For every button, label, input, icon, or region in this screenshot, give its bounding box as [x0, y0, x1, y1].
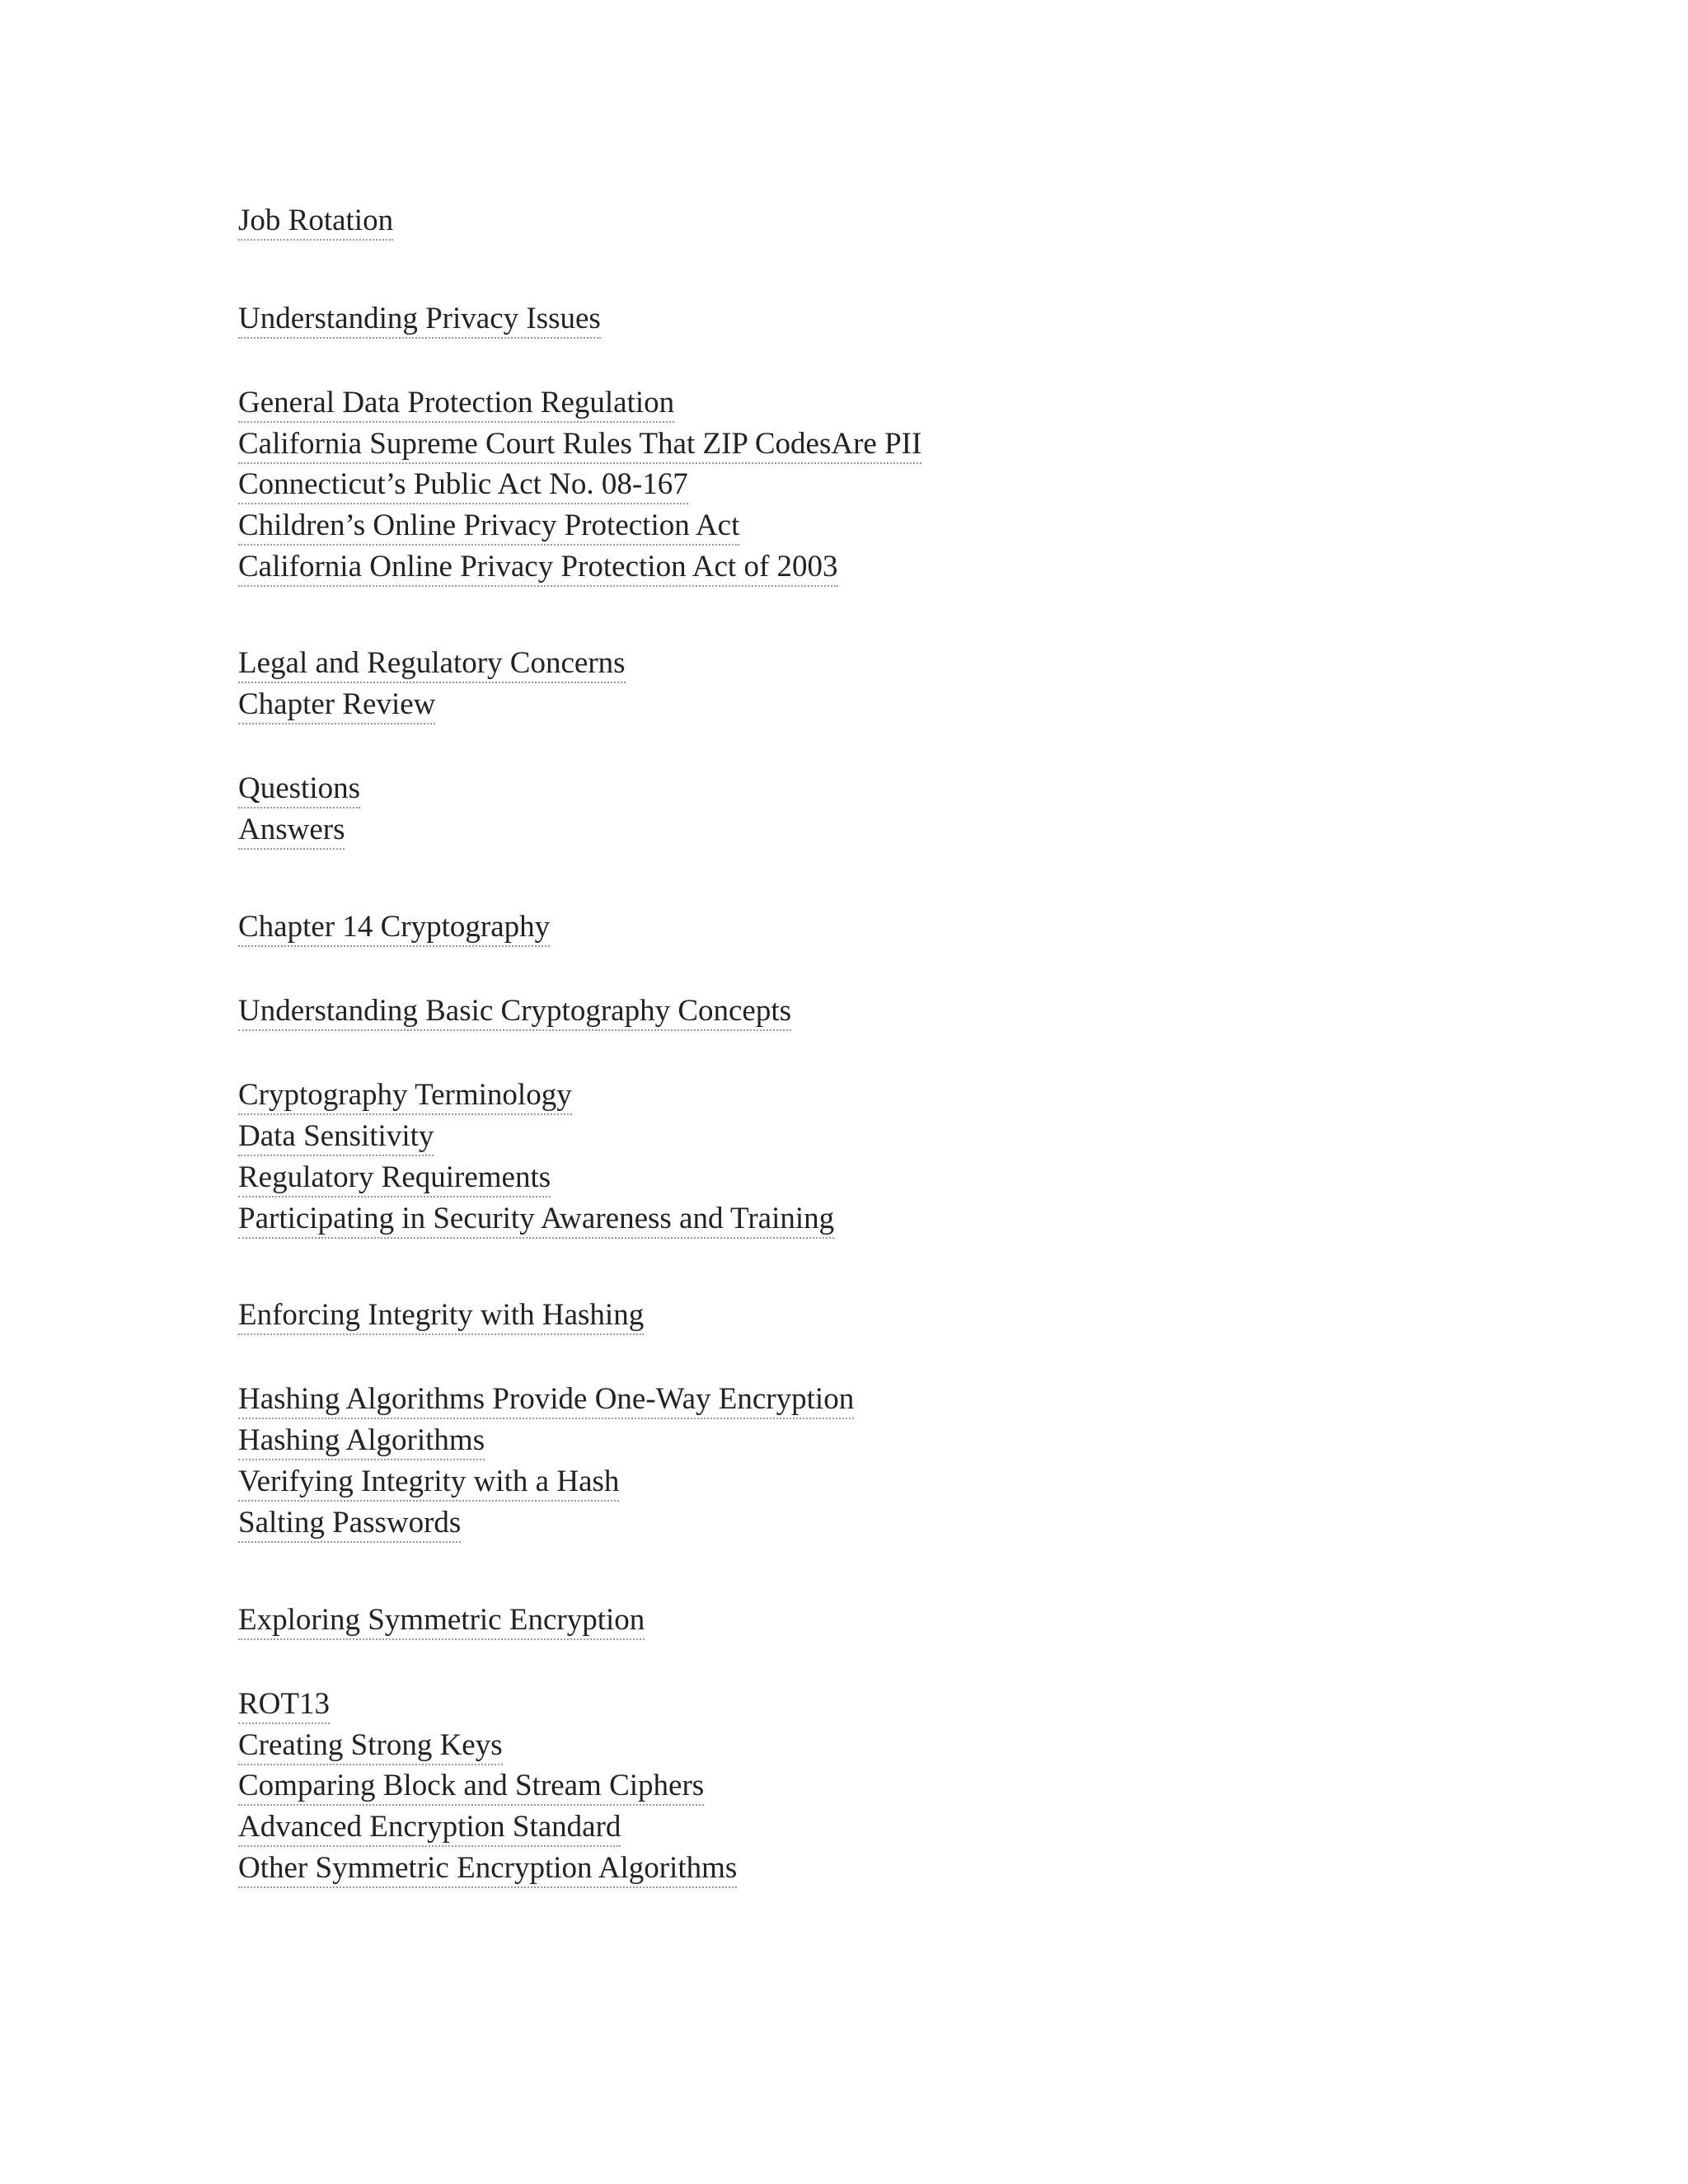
toc-entry — [0, 298, 1154, 339]
toc-link-integrity-hashing[interactable]: Enforcing Integrity with Hashing — [238, 1297, 644, 1335]
toc-link-chapter-14-cryptography[interactable]: Chapter 14 Cryptography — [238, 909, 550, 947]
toc-entry — [0, 1502, 1154, 1543]
toc-link-one-way-encryption[interactable]: Hashing Algorithms Provide One-Way Encryption — [238, 1381, 854, 1419]
toc-link-salting-passwords[interactable]: Salting Passwords — [238, 1505, 461, 1543]
toc-link-symmetric-encryption[interactable]: Exploring Symmetric Encryption — [238, 1602, 645, 1640]
toc-link-job-rotation[interactable]: Job Rotation — [238, 203, 393, 241]
toc-entry — [0, 1724, 1154, 1765]
toc-entry — [0, 1074, 1154, 1115]
toc-entry — [0, 683, 1154, 724]
toc-link-caloppa[interactable]: California Online Privacy Protection Act of 2003 — [238, 549, 838, 587]
toc-link-legal-regulatory[interactable]: Legal and Regulatory Concerns — [238, 645, 626, 683]
toc-entry — [0, 1378, 1154, 1419]
toc-entry — [0, 199, 1154, 241]
toc-link-cryptography-terminology[interactable]: Cryptography Terminology — [238, 1077, 572, 1115]
toc-link-other-symmetric-algorithms[interactable]: Other Symmetric Encryption Algorithms — [238, 1850, 737, 1888]
toc-link-answers[interactable]: Answers — [238, 812, 345, 850]
toc-link-chapter-review[interactable]: Chapter Review — [238, 687, 435, 724]
toc-link-verifying-integrity[interactable]: Verifying Integrity with a Hash — [238, 1464, 619, 1502]
toc-entry — [0, 423, 1154, 464]
toc-entry — [0, 1847, 1154, 1888]
toc-entry — [0, 1599, 1154, 1640]
toc-entry — [0, 808, 1154, 850]
toc-link-regulatory-requirements[interactable]: Regulatory Requirements — [238, 1160, 551, 1197]
toc-link-california-zip-codes[interactable]: California Supreme Court Rules That ZIP CodesAre PII — [238, 426, 921, 464]
toc-link-hashing-algorithms[interactable]: Hashing Algorithms — [238, 1422, 485, 1460]
toc-link-gdpr[interactable]: General Data Protection Regulation — [238, 385, 674, 423]
toc-link-coppa[interactable]: Children’s Online Privacy Protection Act — [238, 508, 739, 546]
toc-entry — [0, 1765, 1154, 1806]
toc-entry — [0, 1460, 1154, 1502]
toc-entry — [0, 1683, 1154, 1724]
toc-link-basic-cryptography-concepts[interactable]: Understanding Basic Cryptography Concepts — [238, 993, 791, 1031]
toc-entry — [0, 642, 1154, 683]
toc-link-data-sensitivity[interactable]: Data Sensitivity — [238, 1118, 434, 1156]
toc-entry — [0, 504, 1154, 546]
toc-entry — [0, 990, 1154, 1031]
toc-link-understanding-privacy-issues[interactable]: Understanding Privacy Issues — [238, 301, 601, 339]
toc-entry — [0, 1115, 1154, 1156]
toc-link-connecticut-act[interactable]: Connecticut’s Public Act No. 08-167 — [238, 466, 688, 504]
toc-link-questions[interactable]: Questions — [238, 771, 360, 808]
toc-entry — [0, 1294, 1154, 1335]
toc-entry — [0, 1419, 1154, 1460]
toc-entry — [0, 1197, 1154, 1239]
toc-entry — [0, 906, 1154, 947]
toc-entry — [0, 463, 1154, 504]
toc-link-security-awareness-training[interactable]: Participating in Security Awareness and Training — [238, 1201, 834, 1239]
toc-entry — [0, 382, 1154, 423]
toc-entry — [0, 1156, 1154, 1197]
toc-link-rot13[interactable]: ROT13 — [238, 1686, 330, 1724]
toc-link-aes[interactable]: Advanced Encryption Standard — [238, 1809, 621, 1847]
toc-entry — [0, 546, 1154, 587]
toc-entry — [0, 1806, 1154, 1847]
toc-entry — [0, 767, 1154, 808]
toc-link-strong-keys[interactable]: Creating Strong Keys — [238, 1727, 503, 1765]
toc-link-block-stream-ciphers[interactable]: Comparing Block and Stream Ciphers — [238, 1768, 704, 1806]
